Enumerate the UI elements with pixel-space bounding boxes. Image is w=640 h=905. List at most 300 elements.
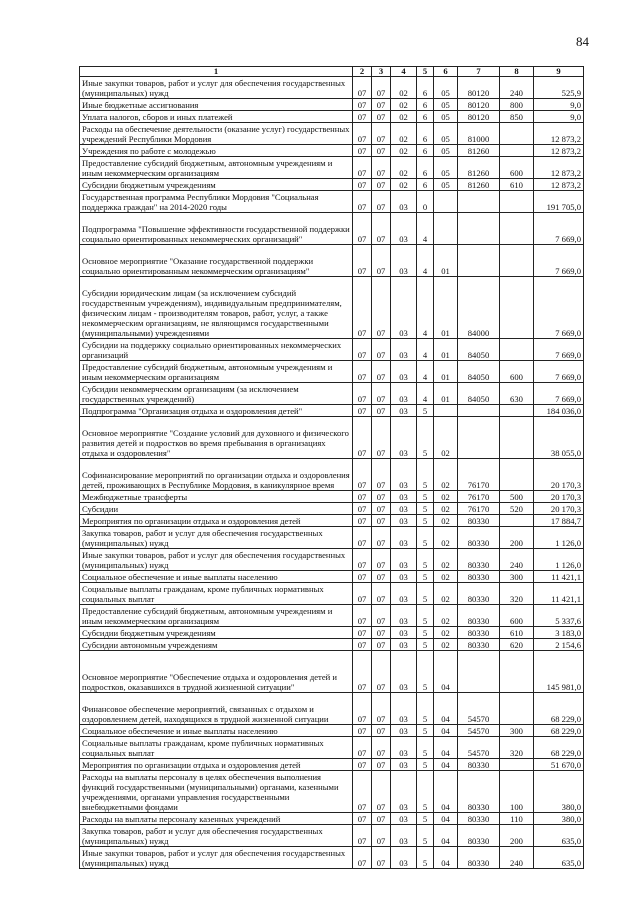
subsection-code: 07 — [372, 651, 391, 693]
subprogram-code: 0 — [417, 191, 434, 213]
expense-type-code: 300 — [500, 571, 534, 583]
program-code: 03 — [391, 527, 417, 549]
budget-table — [79, 66, 584, 869]
direction-code: 80330 — [458, 549, 500, 571]
direction-code: 80330 — [458, 639, 500, 651]
table-row — [80, 759, 584, 771]
table-row — [80, 583, 584, 605]
expense-type-code — [500, 339, 534, 361]
subprogram-code: 5 — [417, 847, 434, 869]
event-code: 01 — [434, 361, 458, 383]
row-name: Межбюджетные трансферты — [80, 491, 353, 503]
row-name: Закупка товаров, работ и услуг для обеспечения государственных (муниципальных) нужд — [80, 825, 353, 847]
program-code: 02 — [391, 99, 417, 111]
direction-code — [458, 213, 500, 245]
table-row — [80, 515, 584, 527]
subprogram-code: 4 — [417, 277, 434, 339]
event-code: 05 — [434, 99, 458, 111]
program-code: 02 — [391, 145, 417, 157]
amount: 7 669,0 — [534, 361, 584, 383]
section-code: 07 — [353, 639, 372, 651]
amount: 525,9 — [534, 77, 584, 99]
section-code: 07 — [353, 99, 372, 111]
subsection-code: 07 — [372, 825, 391, 847]
expense-type-code — [500, 759, 534, 771]
subsection-code: 07 — [372, 277, 391, 339]
event-code: 02 — [434, 627, 458, 639]
direction-code: 80330 — [458, 759, 500, 771]
table-body — [80, 77, 584, 869]
subsection-code: 07 — [372, 383, 391, 405]
section-code: 07 — [353, 145, 372, 157]
row-name: Мероприятия по организации отдыха и оздоровления детей — [80, 515, 353, 527]
table-row — [80, 503, 584, 515]
row-name: Иные бюджетные ассигнования — [80, 99, 353, 111]
table-row — [80, 417, 584, 459]
section-code: 07 — [353, 825, 372, 847]
subprogram-code: 5 — [417, 813, 434, 825]
section-code: 07 — [353, 179, 372, 191]
table-row — [80, 339, 584, 361]
subprogram-code: 6 — [417, 111, 434, 123]
expense-type-code: 240 — [500, 549, 534, 571]
row-name: Субсидии на поддержку социально ориентированных некоммерческих организаций — [80, 339, 353, 361]
expense-type-code: 850 — [500, 111, 534, 123]
amount: 12 873,2 — [534, 157, 584, 179]
subprogram-code: 5 — [417, 627, 434, 639]
program-code: 03 — [391, 459, 417, 491]
expense-type-code: 320 — [500, 737, 534, 759]
event-code — [434, 405, 458, 417]
subsection-code: 07 — [372, 405, 391, 417]
section-code: 07 — [353, 277, 372, 339]
subsection-code: 07 — [372, 339, 391, 361]
table-row — [80, 99, 584, 111]
section-code: 07 — [353, 491, 372, 503]
column-header: 5 — [417, 67, 434, 77]
program-code: 03 — [391, 627, 417, 639]
direction-code: 81260 — [458, 145, 500, 157]
direction-code — [458, 405, 500, 417]
section-code: 07 — [353, 847, 372, 869]
event-code — [434, 213, 458, 245]
section-code: 07 — [353, 813, 372, 825]
event-code: 04 — [434, 693, 458, 725]
row-name: Предоставление субсидий бюджетным, автономным учреждениям и иным некоммерческим организациям — [80, 361, 353, 383]
subprogram-code: 5 — [417, 549, 434, 571]
event-code: 05 — [434, 111, 458, 123]
program-code: 03 — [391, 737, 417, 759]
subprogram-code: 5 — [417, 459, 434, 491]
subprogram-code: 4 — [417, 383, 434, 405]
amount: 12 873,2 — [534, 123, 584, 145]
expense-type-code — [500, 123, 534, 145]
amount: 11 421,1 — [534, 571, 584, 583]
program-code: 03 — [391, 813, 417, 825]
table-row — [80, 245, 584, 277]
amount: 51 670,0 — [534, 759, 584, 771]
column-header: 4 — [391, 67, 417, 77]
subprogram-code: 6 — [417, 123, 434, 145]
event-code: 04 — [434, 759, 458, 771]
subprogram-code: 4 — [417, 339, 434, 361]
direction-code: 84050 — [458, 383, 500, 405]
row-name: Подпрограмма "Организация отдыха и оздоровления детей" — [80, 405, 353, 417]
amount: 635,0 — [534, 847, 584, 869]
table-row — [80, 549, 584, 571]
row-name: Государственная программа Республики Мордовия "Социальная поддержка граждан" на 2014-2020 годы — [80, 191, 353, 213]
row-name: Расходы на выплаты персоналу казенных учреждений — [80, 813, 353, 825]
table-row — [80, 213, 584, 245]
expense-type-code: 620 — [500, 639, 534, 651]
subprogram-code: 6 — [417, 77, 434, 99]
direction-code: 80330 — [458, 583, 500, 605]
amount: 191 705,0 — [534, 191, 584, 213]
row-name: Социальные выплаты гражданам, кроме публичных нормативных социальных выплат — [80, 737, 353, 759]
table-row — [80, 527, 584, 549]
event-code — [434, 191, 458, 213]
table-row — [80, 111, 584, 123]
subsection-code: 07 — [372, 693, 391, 725]
expense-type-code — [500, 417, 534, 459]
table-row — [80, 157, 584, 179]
row-name: Закупка товаров, работ и услуг для обеспечения государственных (муниципальных) нужд — [80, 527, 353, 549]
subprogram-code: 4 — [417, 245, 434, 277]
amount: 12 873,2 — [534, 179, 584, 191]
amount: 20 170,3 — [534, 503, 584, 515]
row-name: Уплата налогов, сборов и иных платежей — [80, 111, 353, 123]
expense-type-code: 600 — [500, 605, 534, 627]
table-row — [80, 651, 584, 693]
program-code: 02 — [391, 179, 417, 191]
subprogram-code: 5 — [417, 491, 434, 503]
row-name: Субсидии некоммерческим организациям (за исключением государственных учреждений) — [80, 383, 353, 405]
expense-type-code: 610 — [500, 179, 534, 191]
amount: 2 154,6 — [534, 639, 584, 651]
event-code: 02 — [434, 503, 458, 515]
event-code: 01 — [434, 339, 458, 361]
table-row — [80, 627, 584, 639]
program-code: 02 — [391, 111, 417, 123]
section-code: 07 — [353, 725, 372, 737]
table-row — [80, 123, 584, 145]
row-name: Финансовое обеспечение мероприятий, связанных с отдыхом и оздоровлением детей, находящихся в трудной жизненной ситуации — [80, 693, 353, 725]
event-code: 04 — [434, 771, 458, 813]
section-code: 07 — [353, 459, 372, 491]
expense-type-code: 600 — [500, 157, 534, 179]
subsection-code: 07 — [372, 549, 391, 571]
row-name: Иные закупки товаров, работ и услуг для обеспечения государственных (муниципальных) нужд — [80, 847, 353, 869]
expense-type-code — [500, 213, 534, 245]
subsection-code: 07 — [372, 179, 391, 191]
subsection-code: 07 — [372, 571, 391, 583]
event-code: 02 — [434, 491, 458, 503]
section-code: 07 — [353, 527, 372, 549]
amount: 17 884,7 — [534, 515, 584, 527]
subprogram-code: 6 — [417, 145, 434, 157]
direction-code: 81000 — [458, 123, 500, 145]
expense-type-code: 500 — [500, 491, 534, 503]
column-header: 2 — [353, 67, 372, 77]
expense-type-code — [500, 145, 534, 157]
event-code: 05 — [434, 123, 458, 145]
program-code: 03 — [391, 583, 417, 605]
direction-code: 80330 — [458, 515, 500, 527]
direction-code: 80120 — [458, 99, 500, 111]
table-row — [80, 725, 584, 737]
section-code: 07 — [353, 157, 372, 179]
amount: 380,0 — [534, 813, 584, 825]
program-code: 03 — [391, 847, 417, 869]
subsection-code: 07 — [372, 771, 391, 813]
direction-code: 84000 — [458, 277, 500, 339]
row-name: Субсидии автономным учреждениям — [80, 639, 353, 651]
table-row — [80, 605, 584, 627]
event-code: 05 — [434, 145, 458, 157]
column-header: 6 — [434, 67, 458, 77]
direction-code: 81260 — [458, 179, 500, 191]
event-code: 02 — [434, 515, 458, 527]
event-code: 04 — [434, 651, 458, 693]
section-code: 07 — [353, 693, 372, 725]
program-code: 03 — [391, 651, 417, 693]
expense-type-code — [500, 693, 534, 725]
program-code: 03 — [391, 503, 417, 515]
table-row — [80, 813, 584, 825]
direction-code: 80330 — [458, 825, 500, 847]
direction-code — [458, 651, 500, 693]
direction-code: 54570 — [458, 693, 500, 725]
expense-type-code — [500, 245, 534, 277]
expense-type-code: 200 — [500, 825, 534, 847]
direction-code: 80330 — [458, 527, 500, 549]
expense-type-code — [500, 515, 534, 527]
amount: 9,0 — [534, 99, 584, 111]
subsection-code: 07 — [372, 605, 391, 627]
amount: 380,0 — [534, 771, 584, 813]
section-code: 07 — [353, 759, 372, 771]
section-code: 07 — [353, 383, 372, 405]
program-code: 03 — [391, 339, 417, 361]
event-code: 01 — [434, 277, 458, 339]
row-name: Учреждения по работе с молодежью — [80, 145, 353, 157]
subprogram-code: 5 — [417, 771, 434, 813]
expense-type-code — [500, 405, 534, 417]
amount: 68 229,0 — [534, 693, 584, 725]
section-code: 07 — [353, 77, 372, 99]
amount: 20 170,3 — [534, 459, 584, 491]
section-code: 07 — [353, 503, 372, 515]
table-row — [80, 145, 584, 157]
section-code: 07 — [353, 583, 372, 605]
expense-type-code — [500, 459, 534, 491]
row-name: Подпрограмма "Повышение эффективности государственной поддержки социально ориентированных некоммерческих организаций" — [80, 213, 353, 245]
program-code: 02 — [391, 123, 417, 145]
section-code: 07 — [353, 737, 372, 759]
subsection-code: 07 — [372, 639, 391, 651]
expense-type-code: 320 — [500, 583, 534, 605]
row-name: Софинансирование мероприятий по организации отдыха и оздоровления детей, проживающих в Республике Мордовия, в каникулярное время — [80, 459, 353, 491]
row-name: Социальное обеспечение и иные выплаты населению — [80, 725, 353, 737]
subsection-code: 07 — [372, 527, 391, 549]
subprogram-code: 5 — [417, 515, 434, 527]
row-name: Основное мероприятие "Обеспечение отдыха и оздоровления детей и подростков, оказавшихся в трудной жизненной ситуации" — [80, 651, 353, 693]
subprogram-code: 4 — [417, 361, 434, 383]
table-row — [80, 383, 584, 405]
expense-type-code — [500, 191, 534, 213]
direction-code: 81260 — [458, 157, 500, 179]
event-code: 04 — [434, 847, 458, 869]
expense-type-code: 240 — [500, 847, 534, 869]
direction-code: 80330 — [458, 847, 500, 869]
program-code: 03 — [391, 693, 417, 725]
program-code: 02 — [391, 77, 417, 99]
subprogram-code: 5 — [417, 527, 434, 549]
expense-type-code: 300 — [500, 725, 534, 737]
table-row — [80, 693, 584, 725]
table-row — [80, 191, 584, 213]
column-header: 8 — [500, 67, 534, 77]
subsection-code: 07 — [372, 491, 391, 503]
event-code: 02 — [434, 571, 458, 583]
subsection-code: 07 — [372, 759, 391, 771]
subsection-code: 07 — [372, 111, 391, 123]
event-code: 02 — [434, 639, 458, 651]
table-row — [80, 771, 584, 813]
section-code: 07 — [353, 627, 372, 639]
subsection-code: 07 — [372, 503, 391, 515]
subprogram-code: 5 — [417, 759, 434, 771]
event-code: 04 — [434, 737, 458, 759]
event-code: 04 — [434, 725, 458, 737]
direction-code: 54570 — [458, 737, 500, 759]
amount: 3 183,0 — [534, 627, 584, 639]
subsection-code: 07 — [372, 77, 391, 99]
expense-type-code: 100 — [500, 771, 534, 813]
event-code: 01 — [434, 383, 458, 405]
event-code: 02 — [434, 549, 458, 571]
row-name: Субсидии — [80, 503, 353, 515]
row-name: Иные закупки товаров, работ и услуг для обеспечения государственных (муниципальных) нужд — [80, 77, 353, 99]
subsection-code: 07 — [372, 157, 391, 179]
subsection-code: 07 — [372, 213, 391, 245]
event-code: 02 — [434, 459, 458, 491]
subprogram-code: 5 — [417, 825, 434, 847]
expense-type-code — [500, 651, 534, 693]
amount: 9,0 — [534, 111, 584, 123]
column-header: 1 — [80, 67, 353, 77]
subprogram-code: 5 — [417, 583, 434, 605]
amount: 1 126,0 — [534, 549, 584, 571]
table-row — [80, 825, 584, 847]
subsection-code: 07 — [372, 99, 391, 111]
expense-type-code: 600 — [500, 361, 534, 383]
event-code: 04 — [434, 825, 458, 847]
row-name: Предоставление субсидий бюджетным, автономным учреждениям и иным некоммерческим организациям — [80, 157, 353, 179]
row-name: Социальные выплаты гражданам, кроме публичных нормативных социальных выплат — [80, 583, 353, 605]
direction-code — [458, 245, 500, 277]
direction-code: 80120 — [458, 111, 500, 123]
amount: 7 669,0 — [534, 245, 584, 277]
section-code: 07 — [353, 123, 372, 145]
row-name: Основное мероприятие "Оказание государственной поддержки социально ориентированным некоммерческим организациям" — [80, 245, 353, 277]
row-name: Субсидии юридическим лицам (за исключением субсидий государственным учреждениям), индивидуальным предпринимателям, физическим лицам - производителям товаров, работ, услуг, а также некоммерческим организациям, не являющимся государственными (муниципальными) учреждениями — [80, 277, 353, 339]
amount: 145 981,0 — [534, 651, 584, 693]
amount: 7 669,0 — [534, 213, 584, 245]
program-code: 03 — [391, 549, 417, 571]
table-row — [80, 737, 584, 759]
program-code: 03 — [391, 571, 417, 583]
direction-code: 80330 — [458, 627, 500, 639]
direction-code: 54570 — [458, 725, 500, 737]
program-code: 03 — [391, 771, 417, 813]
direction-code: 80330 — [458, 605, 500, 627]
table-row — [80, 405, 584, 417]
row-name: Расходы на обеспечение деятельности (оказание услуг) государственных учреждений Республики Мордовия — [80, 123, 353, 145]
section-code: 07 — [353, 417, 372, 459]
subprogram-code: 5 — [417, 651, 434, 693]
subprogram-code: 5 — [417, 605, 434, 627]
expense-type-code: 200 — [500, 527, 534, 549]
event-code: 02 — [434, 605, 458, 627]
subsection-code: 07 — [372, 627, 391, 639]
subprogram-code: 5 — [417, 737, 434, 759]
subsection-code: 07 — [372, 145, 391, 157]
direction-code: 84050 — [458, 339, 500, 361]
program-code: 03 — [391, 191, 417, 213]
table-row — [80, 639, 584, 651]
subprogram-code: 5 — [417, 503, 434, 515]
event-code: 04 — [434, 813, 458, 825]
table-row — [80, 77, 584, 99]
subprogram-code: 4 — [417, 213, 434, 245]
amount: 7 669,0 — [534, 339, 584, 361]
subsection-code: 07 — [372, 847, 391, 869]
section-code: 07 — [353, 245, 372, 277]
row-name: Субсидии бюджетным учреждениям — [80, 627, 353, 639]
section-code: 07 — [353, 213, 372, 245]
section-code: 07 — [353, 339, 372, 361]
section-code: 07 — [353, 111, 372, 123]
program-code: 03 — [391, 213, 417, 245]
page-number: 84 — [576, 34, 589, 49]
table-row — [80, 459, 584, 491]
program-code: 02 — [391, 157, 417, 179]
table-header-row — [80, 67, 584, 77]
expense-type-code — [500, 277, 534, 339]
direction-code: 76170 — [458, 459, 500, 491]
subprogram-code: 6 — [417, 157, 434, 179]
amount: 5 337,6 — [534, 605, 584, 627]
amount: 20 170,3 — [534, 491, 584, 503]
subsection-code: 07 — [372, 583, 391, 605]
row-name: Субсидии бюджетным учреждениям — [80, 179, 353, 191]
subsection-code: 07 — [372, 191, 391, 213]
event-code: 02 — [434, 527, 458, 549]
program-code: 03 — [391, 825, 417, 847]
expense-type-code: 240 — [500, 77, 534, 99]
amount: 184 036,0 — [534, 405, 584, 417]
subsection-code: 07 — [372, 245, 391, 277]
subsection-code: 07 — [372, 361, 391, 383]
row-name: Иные закупки товаров, работ и услуг для обеспечения государственных (муниципальных) нужд — [80, 549, 353, 571]
expense-type-code: 110 — [500, 813, 534, 825]
program-code: 03 — [391, 245, 417, 277]
amount: 38 055,0 — [534, 417, 584, 459]
subprogram-code: 5 — [417, 639, 434, 651]
event-code: 02 — [434, 417, 458, 459]
section-code: 07 — [353, 361, 372, 383]
